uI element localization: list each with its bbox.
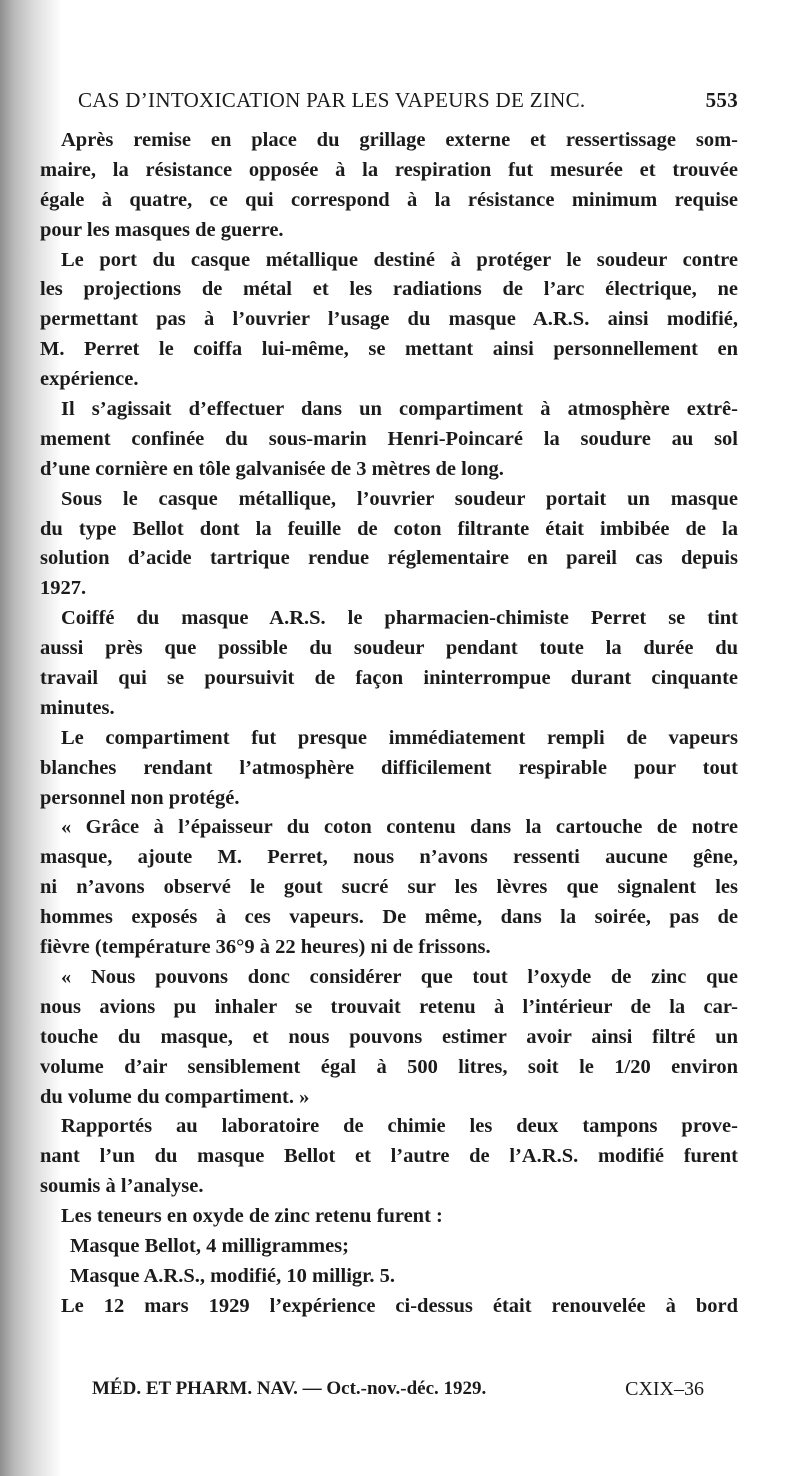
text-line: du type Bellot dont la feuille de coton filtrante était imbibée de la — [40, 517, 738, 540]
text-line: solution d’acide tartrique rendue réglementaire en pareil cas depuis — [40, 547, 738, 570]
text-line: 1927. — [40, 577, 87, 600]
text-line: Masque Bellot, 4 milligrammes; — [70, 1234, 349, 1257]
running-title: CAS D’INTOXICATION PAR LES VAPEURS DE ZINC. — [78, 88, 586, 112]
text-line: blanches rendant l’atmosphère difficilement respirable pour tout — [40, 756, 738, 779]
text-line: minutes. — [40, 696, 115, 719]
text-line: « Nous pouvons donc considérer que tout l’oxyde de zinc que — [61, 965, 738, 988]
running-header — [78, 88, 738, 118]
text-line: travail qui se poursuivit de façon ininterrompue durant cinquante — [40, 667, 738, 690]
text-line: Le port du casque métallique destiné à protéger le soudeur contre — [61, 248, 738, 271]
text-line: mement confinée du sous-marin Henri-Poincaré la soudure au sol — [40, 427, 738, 450]
page-footer — [92, 1378, 704, 1408]
text-line: volume d’air sensiblement égal à 500 litres, soit le 1/20 environ — [40, 1055, 738, 1078]
text-line: nant l’un du masque Bellot et l’autre de l’A.R.S. modifié furent — [40, 1145, 738, 1168]
text-line: du volume du compartiment. » — [40, 1085, 310, 1108]
text-line: Le compartiment fut presque immédiatement rempli de vapeurs — [61, 726, 738, 749]
text-line: Après remise en place du grillage externe et ressertissage som- — [61, 129, 738, 151]
text-line: Coiffé du masque A.R.S. le pharmacien-chimiste Perret se tint — [61, 607, 738, 630]
text-line: égale à quatre, ce qui correspond à la résistance minimum requise — [40, 188, 738, 211]
text-line: expérience. — [40, 368, 139, 391]
text-line: les projections de métal et les radiations de l’arc électrique, ne — [40, 278, 738, 301]
text-line: Sous le casque métallique, l’ouvrier soudeur portait un masque — [61, 487, 738, 510]
text-line: « Grâce à l’épaisseur du coton contenu dans la cartouche de notre — [61, 816, 738, 839]
text-line: permettant pas à l’ouvrier l’usage du masque A.R.S. ainsi modifié, — [40, 308, 738, 331]
volume-signature: CXIX–36 — [625, 1378, 704, 1400]
text-line: Les teneurs en oxyde de zinc retenu furent : — [61, 1205, 443, 1228]
journal-citation: MÉD. ET PHARM. NAV. — Oct.-nov.-déc. 1929. — [92, 1378, 487, 1399]
text-line: touche du masque, et nous pouvons estimer avoir ainsi filtré un — [40, 1025, 738, 1048]
text-line: aussi près que possible du soudeur pendant toute la durée du — [40, 637, 738, 660]
text-line: Masque A.R.S., modifié, 10 milligr. 5. — [70, 1264, 395, 1287]
text-line: masque, ajoute M. Perret, nous n’avons ressenti aucune gêne, — [40, 846, 738, 869]
body-text — [40, 126, 738, 1322]
text-line: d’une cornière en tôle galvanisée de 3 mètres de long. — [40, 457, 504, 480]
text-line: pour les masques de guerre. — [40, 218, 284, 241]
text-line: ni n’avons observé le gout sucré sur les lèvres que signalent les — [40, 876, 738, 899]
text-line: maire, la résistance opposée à la respiration fut mesurée et trouvée — [40, 158, 738, 181]
text-line: fièvre (température 36°9 à 22 heures) ni de frissons. — [40, 936, 491, 959]
text-line: Le 12 mars 1929 l’expérience ci-dessus était renouvelée à bord — [61, 1294, 738, 1317]
text-line: Rapportés au laboratoire de chimie les deux tampons prove- — [61, 1115, 738, 1138]
text-line: nous avions pu inhaler se trouvait retenu à l’intérieur de la car- — [40, 995, 738, 1018]
text-line: soumis à l’analyse. — [40, 1175, 204, 1198]
text-line: Il s’agissait d’effectuer dans un compartiment à atmosphère extrê- — [61, 398, 738, 421]
text-line: hommes exposés à ces vapeurs. De même, dans la soirée, pas de — [40, 906, 738, 929]
text-line: personnel non protégé. — [40, 786, 240, 809]
text-line: M. Perret le coiffa lui-même, se mettant ainsi personnellement en — [40, 338, 738, 361]
page-number: 553 — [705, 88, 738, 112]
